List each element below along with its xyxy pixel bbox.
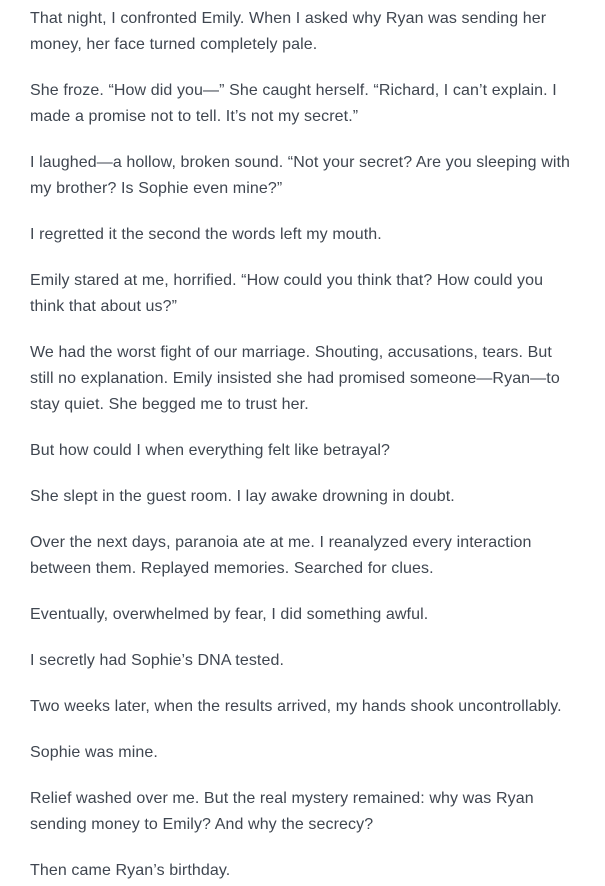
story-paragraph: That night, I confronted Emily. When I asked why Ryan was sending her money, her face turned completely pale. — [30, 10, 547, 53]
story-paragraph: I secretly had Sophie’s DNA tested. — [30, 652, 285, 669]
story-paragraph: Over the next days, paranoia ate at me. I reanalyzed every interaction between them. Replayed memories. Searched for clues. — [30, 534, 532, 577]
story-paragraph: Then came Ryan’s birthday. — [30, 862, 231, 879]
story-paragraph: I laughed—a hollow, broken sound. “Not your secret? Are you sleeping with my brother? Is Sophie even mine?” — [30, 154, 571, 197]
story-paragraph: We had the worst fight of our marriage. Shouting, accusations, tears. But still no explanation. Emily insisted she had promised someone—Ryan—to stay quiet. She begged me to trust her. — [30, 344, 560, 413]
story-paragraph: She froze. “How did you—” She caught herself. “Richard, I can’t explain. I made a promise not to tell. It’s not my secret.” — [30, 82, 557, 125]
story-paragraph: Eventually, overwhelmed by fear, I did something awful. — [30, 606, 429, 623]
story-paragraph: She slept in the guest room. I lay awake drowning in doubt. — [30, 488, 455, 505]
story-paragraph: Emily stared at me, horrified. “How could you think that? How could you think that about us?” — [30, 272, 544, 315]
story-paragraph: Relief washed over me. But the real mystery remained: why was Ryan sending money to Emily? And why the secrecy? — [30, 790, 534, 833]
story-paragraph: Sophie was mine. — [30, 744, 158, 761]
story-paragraph: Two weeks later, when the results arrived, my hands shook uncontrollably. — [30, 698, 562, 715]
story-paragraph: But how could I when everything felt like betrayal? — [30, 442, 390, 459]
story-paragraph: I regretted it the second the words left my mouth. — [30, 226, 382, 243]
story-text-body — [30, 6, 575, 884]
